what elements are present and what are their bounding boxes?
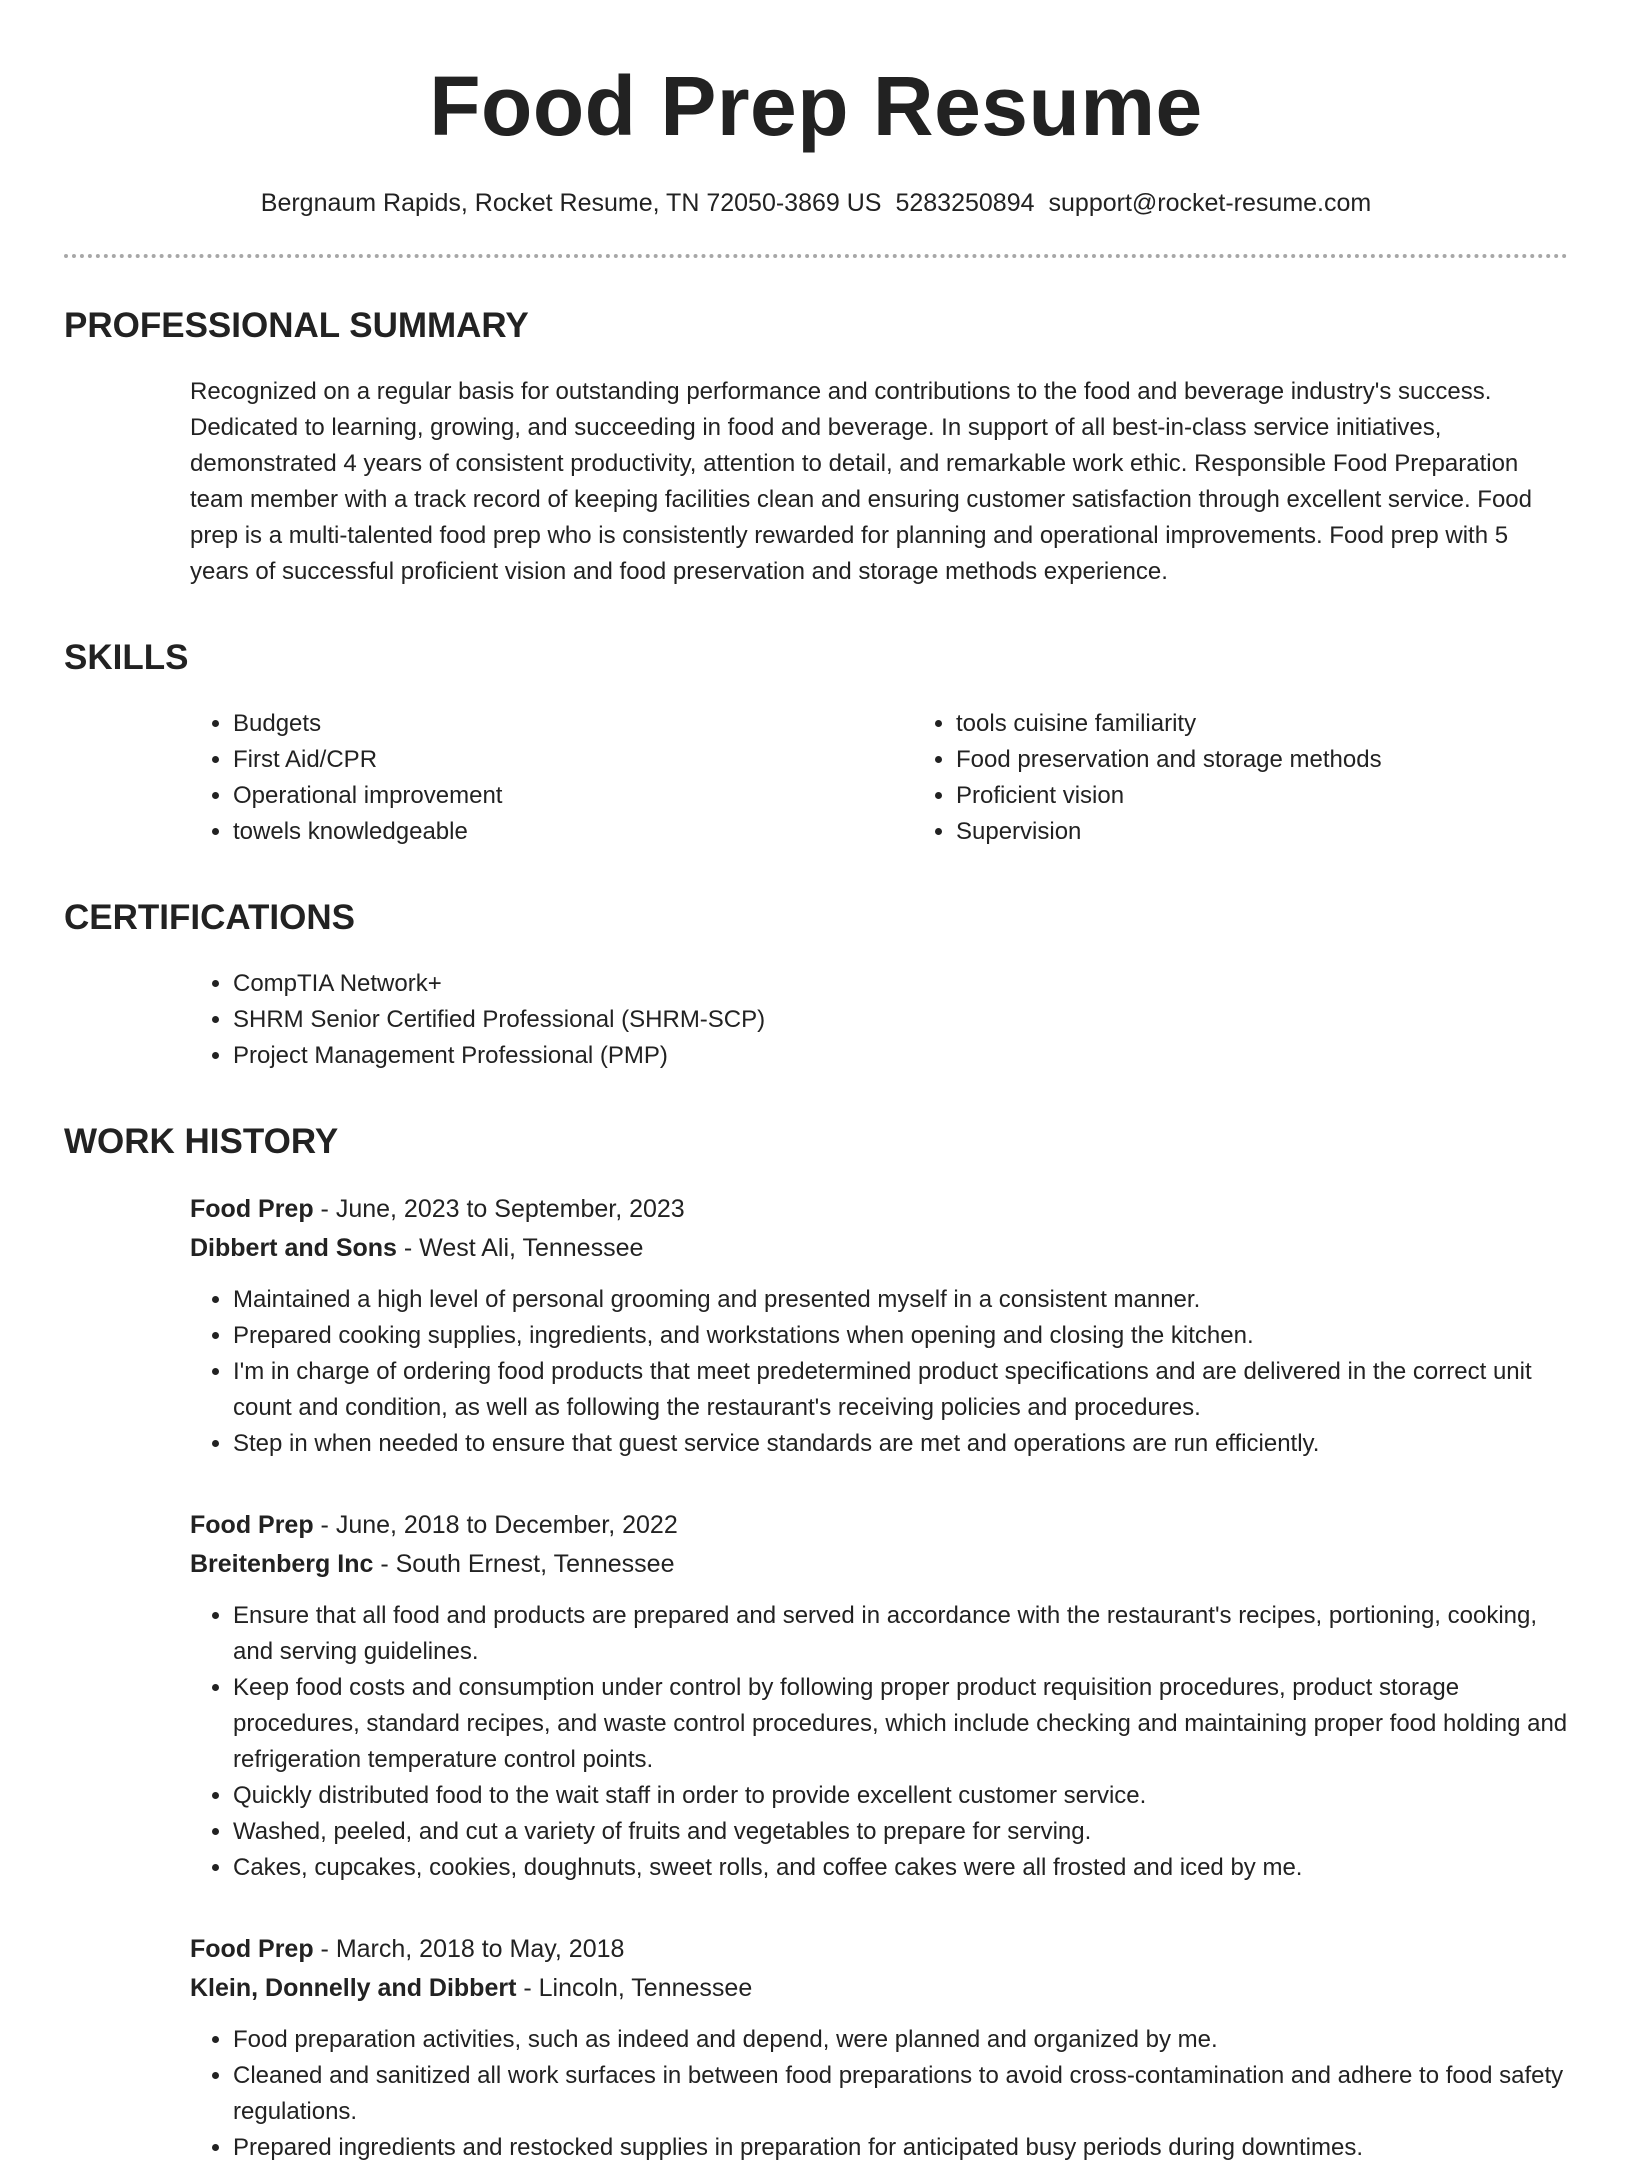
skill-item: • Supervision <box>956 814 1632 850</box>
certification-item: • CompTIA Network+ <box>233 966 1568 1002</box>
job-bullet: • Cakes, cupcakes, cookies, doughnuts, sweet rolls, and coffee cakes were all frosted and iced by me. <box>233 1850 1568 1886</box>
skills-heading: SKILLS <box>64 638 189 677</box>
job-company: Klein, Donnelly and Dibbert <box>190 1974 517 2002</box>
job-company-line <box>190 1969 1568 2008</box>
job-bullet: • Prepared ingredients and restocked supplies in preparation for anticipated busy periods during downtimes. <box>233 2130 1568 2166</box>
skill-item: • Food preservation and storage methods <box>956 742 1632 778</box>
job-company: Dibbert and Sons <box>190 1234 397 1262</box>
work-history-section <box>64 1120 1568 2166</box>
job-entry <box>190 1506 1568 1886</box>
job-title-line <box>190 1506 1568 1545</box>
job-bullet: • Maintained a high level of personal grooming and presented myself in a consistent manner. <box>233 1282 1568 1318</box>
job-bullet: • Cleaned and sanitized all work surfaces in between food preparations to avoid cross-contamination and adhere to food safety regulations. <box>233 2058 1568 2130</box>
job-dates: - June, 2023 to September, 2023 <box>313 1195 685 1223</box>
phone: 5283250894 <box>895 189 1035 217</box>
job-title: Food Prep <box>190 1935 314 1963</box>
job-bullets <box>190 1282 1568 1462</box>
skills-right-list <box>913 706 1632 850</box>
contact-line <box>64 186 1568 220</box>
work-history-heading: WORK HISTORY <box>64 1122 339 1161</box>
certification-item: • Project Management Professional (PMP) <box>233 1038 1568 1074</box>
email: support@rocket-resume.com <box>1048 189 1372 217</box>
job-title: Food Prep <box>190 1511 314 1539</box>
job-location: - South Ernest, Tennessee <box>373 1550 675 1578</box>
job-bullet: • I'm in charge of ordering food products that meet predetermined product specifications and are delivered in the correct unit count and condition, as well as following the restaurant's receiving policies and procedures. <box>233 1354 1568 1426</box>
certifications-list-wrap <box>190 966 1568 1074</box>
skill-item: • Proficient vision <box>956 778 1632 814</box>
skill-item: • Budgets <box>233 706 913 742</box>
address: Bergnaum Rapids, Rocket Resume, TN 72050-3869 US <box>260 189 882 217</box>
job-title-line <box>190 1190 1568 1229</box>
summary-heading: PROFESSIONAL SUMMARY <box>64 306 529 345</box>
job-entry <box>190 1190 1568 1462</box>
job-title: Food Prep <box>190 1195 314 1223</box>
job-bullet: • Step in when needed to ensure that guest service standards are met and operations are run efficiently. <box>233 1426 1568 1462</box>
skills-left-list <box>190 706 913 850</box>
skills-section <box>64 636 1568 850</box>
job-location: - West Ali, Tennessee <box>396 1234 644 1262</box>
certification-item: • SHRM Senior Certified Professional (SHRM-SCP) <box>233 1002 1568 1038</box>
job-company-line <box>190 1229 1568 1268</box>
job-bullet: • Prepared cooking supplies, ingredients, and workstations when opening and closing the kitchen. <box>233 1318 1568 1354</box>
job-company: Breitenberg Inc <box>190 1550 374 1578</box>
job-entry <box>190 1930 1568 2166</box>
certifications-section <box>64 896 1568 1074</box>
job-title-line <box>190 1930 1568 1969</box>
summary-section <box>64 304 1568 590</box>
job-bullet: • Ensure that all food and products are prepared and served in accordance with the restaurant's recipes, portioning, cooking, and serving guidelines. <box>233 1598 1568 1670</box>
job-bullet: • Quickly distributed food to the wait staff in order to provide excellent customer service. <box>233 1778 1568 1814</box>
job-dates: - June, 2018 to December, 2022 <box>313 1511 678 1539</box>
skill-item: • towels knowledgeable <box>233 814 913 850</box>
skill-item: • Operational improvement <box>233 778 913 814</box>
job-bullet: • Keep food costs and consumption under control by following proper product requisition procedures, product storage procedures, standard recipes, and waste control procedures, which include checking and maintaining proper food holding and refrigeration temperature control points. <box>233 1670 1568 1778</box>
job-dates: - March, 2018 to May, 2018 <box>313 1935 625 1963</box>
job-bullet: • Food preparation activities, such as indeed and depend, were planned and organized by me. <box>233 2022 1568 2058</box>
summary-text: Recognized on a regular basis for outstanding performance and contributions to the food and beverage industry's success. Dedicated to learning, growing, and succeeding in food and beverage. In support of all best-in-class service initiatives, demonstrated 4 years of consistent productivity, attention to detail, and remarkable work ethic. Responsible Food Preparation team member with a track record of keeping facilities clean and ensuring customer satisfaction through excellent service. Food prep is a multi-talented food prep who is consistently rewarded for planning and operational improvements. Food prep with 5 years of successful proficient vision and food preservation and storage methods experience. <box>190 378 1532 585</box>
job-bullets <box>190 1598 1568 1886</box>
skill-item: • tools cuisine familiarity <box>956 706 1632 742</box>
skills-columns <box>190 706 1568 850</box>
certifications-list <box>190 966 1568 1074</box>
skill-item: • First Aid/CPR <box>233 742 913 778</box>
job-bullet: • Washed, peeled, and cut a variety of fruits and vegetables to prepare for serving. <box>233 1814 1568 1850</box>
job-bullets <box>190 2022 1568 2166</box>
certifications-heading: CERTIFICATIONS <box>64 898 356 937</box>
job-location: - Lincoln, Tennessee <box>516 1974 753 2002</box>
header-divider <box>64 254 1568 258</box>
job-company-line <box>190 1545 1568 1584</box>
page-title: Food Prep Resume <box>429 59 1203 153</box>
